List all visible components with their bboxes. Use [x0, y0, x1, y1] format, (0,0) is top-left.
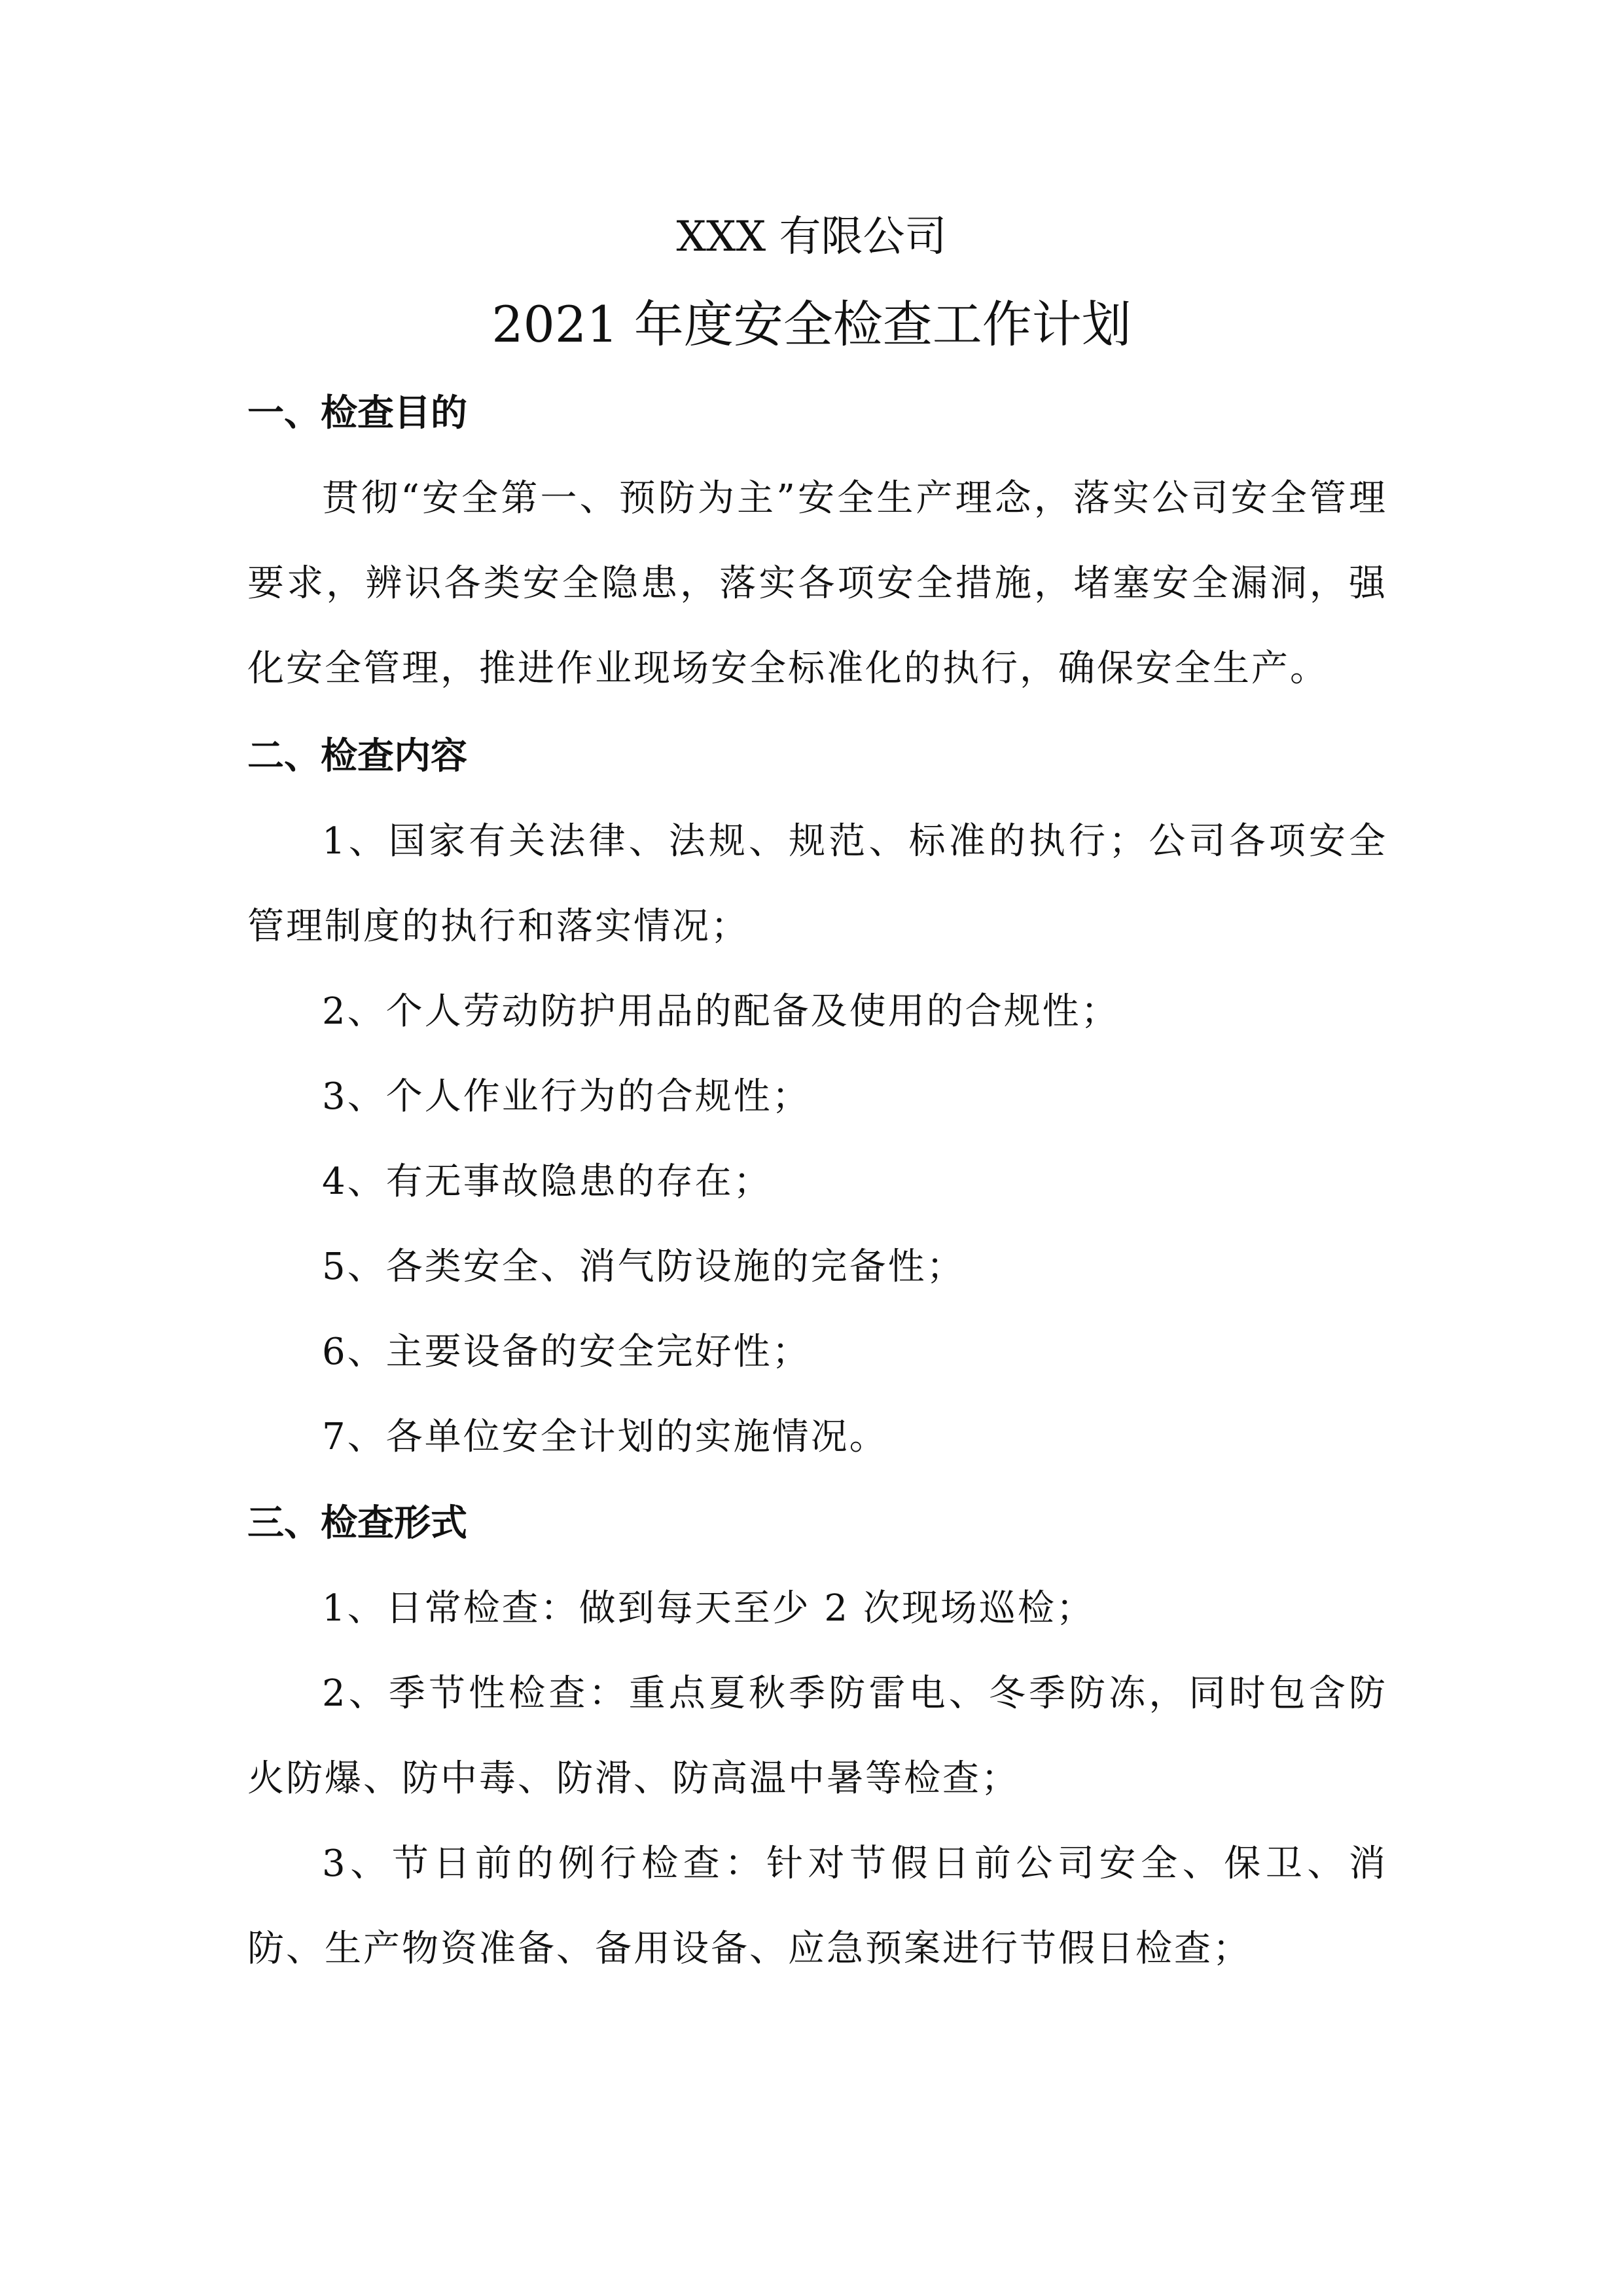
content-item-5: 5、各类安全、消气防设施的完备性；	[322, 1246, 965, 1288]
format-item-3: 3、节日前的例行检查：针对节假日前公司安全、保卫、消防、生产物资准备、备用设备、应急预案进行节假日检查；	[247, 1842, 1387, 1970]
content-item-3: 3、个人作业行为的合规性；	[322, 1075, 811, 1118]
content-item-1: 1、国家有关法律、法规、规范、标准的执行；公司各项安全管理制度的执行和落实情况；	[247, 820, 1387, 948]
section-heading-content: 二、检查内容	[247, 735, 467, 778]
content-item-4: 4、有无事故隐患的存在；	[322, 1160, 772, 1203]
format-item-1: 1、日常检查：做到每天至少 2 次现场巡检；	[322, 1587, 1095, 1630]
content-item-7: 7、各单位安全计划的实施情况。	[322, 1416, 888, 1458]
content-item-2: 2、个人劳动防护用品的配备及使用的合规性；	[322, 990, 1120, 1033]
company-name-title: XXX 有限公司	[676, 213, 947, 261]
section-heading-format: 三、检查形式	[247, 1502, 467, 1545]
paragraph-purpose: 贯彻“安全第一、预防为主”安全生产理念，落实公司安全管理要求，辨识各类安全隐患，落实各项安全措施，堵塞安全漏洞，强化安全管理，推进作业现场安全标准化的执行，确保安全生产。	[247, 477, 1387, 690]
format-item-2: 2、季节性检查：重点夏秋季防雷电、冬季防冻，同时包含防火防爆、防中毒、防滑、防高温中暑等检查；	[247, 1672, 1387, 1800]
content-item-6: 6、主要设备的安全完好性；	[322, 1331, 811, 1373]
section-heading-purpose: 一、检查目的	[247, 392, 467, 435]
plan-title: 2021 年度安全检查工作计划	[491, 295, 1132, 353]
